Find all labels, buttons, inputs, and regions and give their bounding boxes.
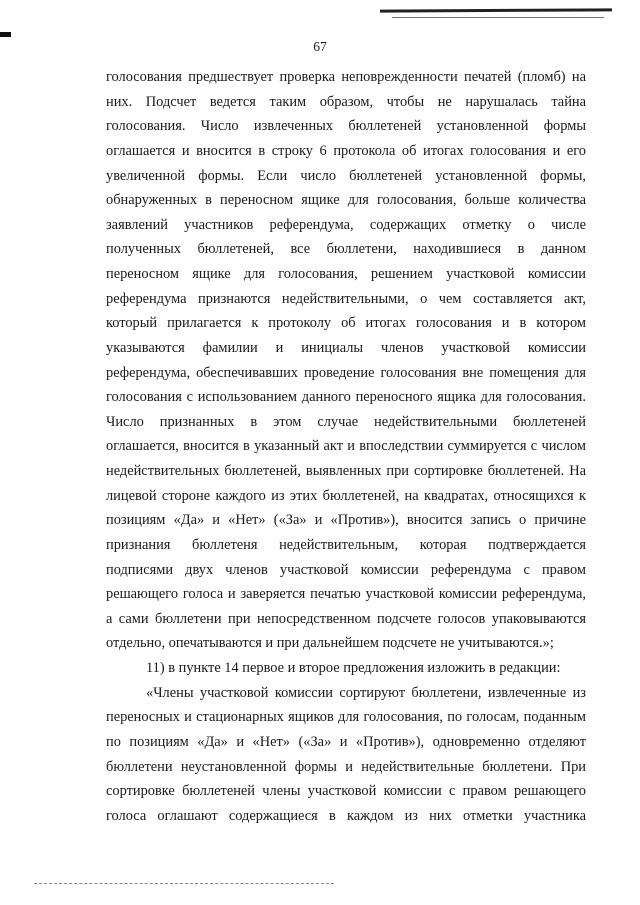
bottom-scan-rule (34, 883, 334, 884)
text-line: а сами бюллетени при непосредственном подсчете голосов упаковываются (106, 610, 586, 627)
text-line: оглашается и вносится в строку 6 протокола об итогах голосования и его (106, 142, 586, 159)
text-line: сортировке бюллетеней члены участковой комиссии с правом решающего (106, 783, 586, 800)
top-scan-rule (380, 8, 612, 12)
text-line: переносном ящике для голосования, решением участковой комиссии (106, 266, 586, 282)
text-line: по позициям «Да» и «Нет» («За» и «Против»), одновременно отделяют (106, 733, 586, 750)
left-margin-mark (0, 32, 11, 37)
text-line: указываются фамилии и инициалы членов участковой комиссии (106, 339, 586, 356)
document-body (106, 65, 586, 828)
text-line: референдума, обеспечивавших проведение голосования вне помещения для (106, 364, 586, 381)
text-line: голоса оглашают содержащиеся в каждом из них отметки участника (106, 807, 586, 824)
text-line: недействительных бюллетеней, выявленных при сортировке бюллетеней. На (106, 463, 586, 479)
text-line: оглашается, вносится в указанный акт и впоследствии суммируется с числом (106, 438, 586, 455)
text-line: Число признанных в этом случае недействительными бюллетеней (106, 413, 586, 430)
text-line: который прилагается к протоколу об итогах голосования и в котором (106, 315, 586, 332)
text-line: лицевой стороне каждого из этих бюллетеней, на квадратах, относящихся к (106, 487, 586, 504)
text-line: подписями двух членов участковой комиссии референдума с правом (106, 561, 586, 578)
paragraph-start-line: 11) в пункте 14 первое и второе предложения изложить в редакции: (146, 660, 561, 676)
text-line: признания бюллетеня недействительным, которая подтверждается (106, 536, 586, 553)
text-line: них. Подсчет ведется таким образом, чтобы не нарушалась тайна (106, 93, 586, 110)
text-line: обнаруженных в переносном ящике для голосования, больше количества (106, 192, 586, 209)
top-scan-rule-thin (392, 17, 604, 18)
text-line: референдума признаются недействительными, о чем составляется акт, (106, 290, 586, 307)
text-line: голосования предшествует проверка неповрежденности печатей (пломб) на (106, 69, 586, 85)
text-line: заявлений участников референдума, содержащих отметку о числе (106, 216, 586, 233)
text-line: полученных бюллетеней, все бюллетени, находившиеся в данном (106, 241, 586, 258)
text-line: голосования. Число извлеченных бюллетеней установленной формы (106, 118, 586, 135)
text-line: позициям «Да» и «Нет» («За» и «Против»), вносится запись о причине (106, 512, 586, 529)
text-line: голосования с использованием данного переносного ящика для голосования. (106, 389, 586, 406)
text-line: бюллетени неустановленной формы и недействительные бюллетени. При (106, 758, 586, 775)
text-line: решающего голоса и заверяется печатью участковой комиссии референдума, (106, 586, 586, 603)
page-number: 67 (313, 39, 327, 54)
text-line: увеличенной формы. Если число бюллетеней установленной формы, (106, 167, 586, 184)
text-line: переносных и стационарных ящиков для голосования, по голосам, поданным (106, 709, 586, 726)
paragraph-start-line: «Члены участковой комиссии сортируют бюллетени, извлеченные из (146, 684, 586, 701)
text-line: отдельно, опечатываются и при дальнейшем подсчете не учитываются.»; (106, 635, 554, 652)
